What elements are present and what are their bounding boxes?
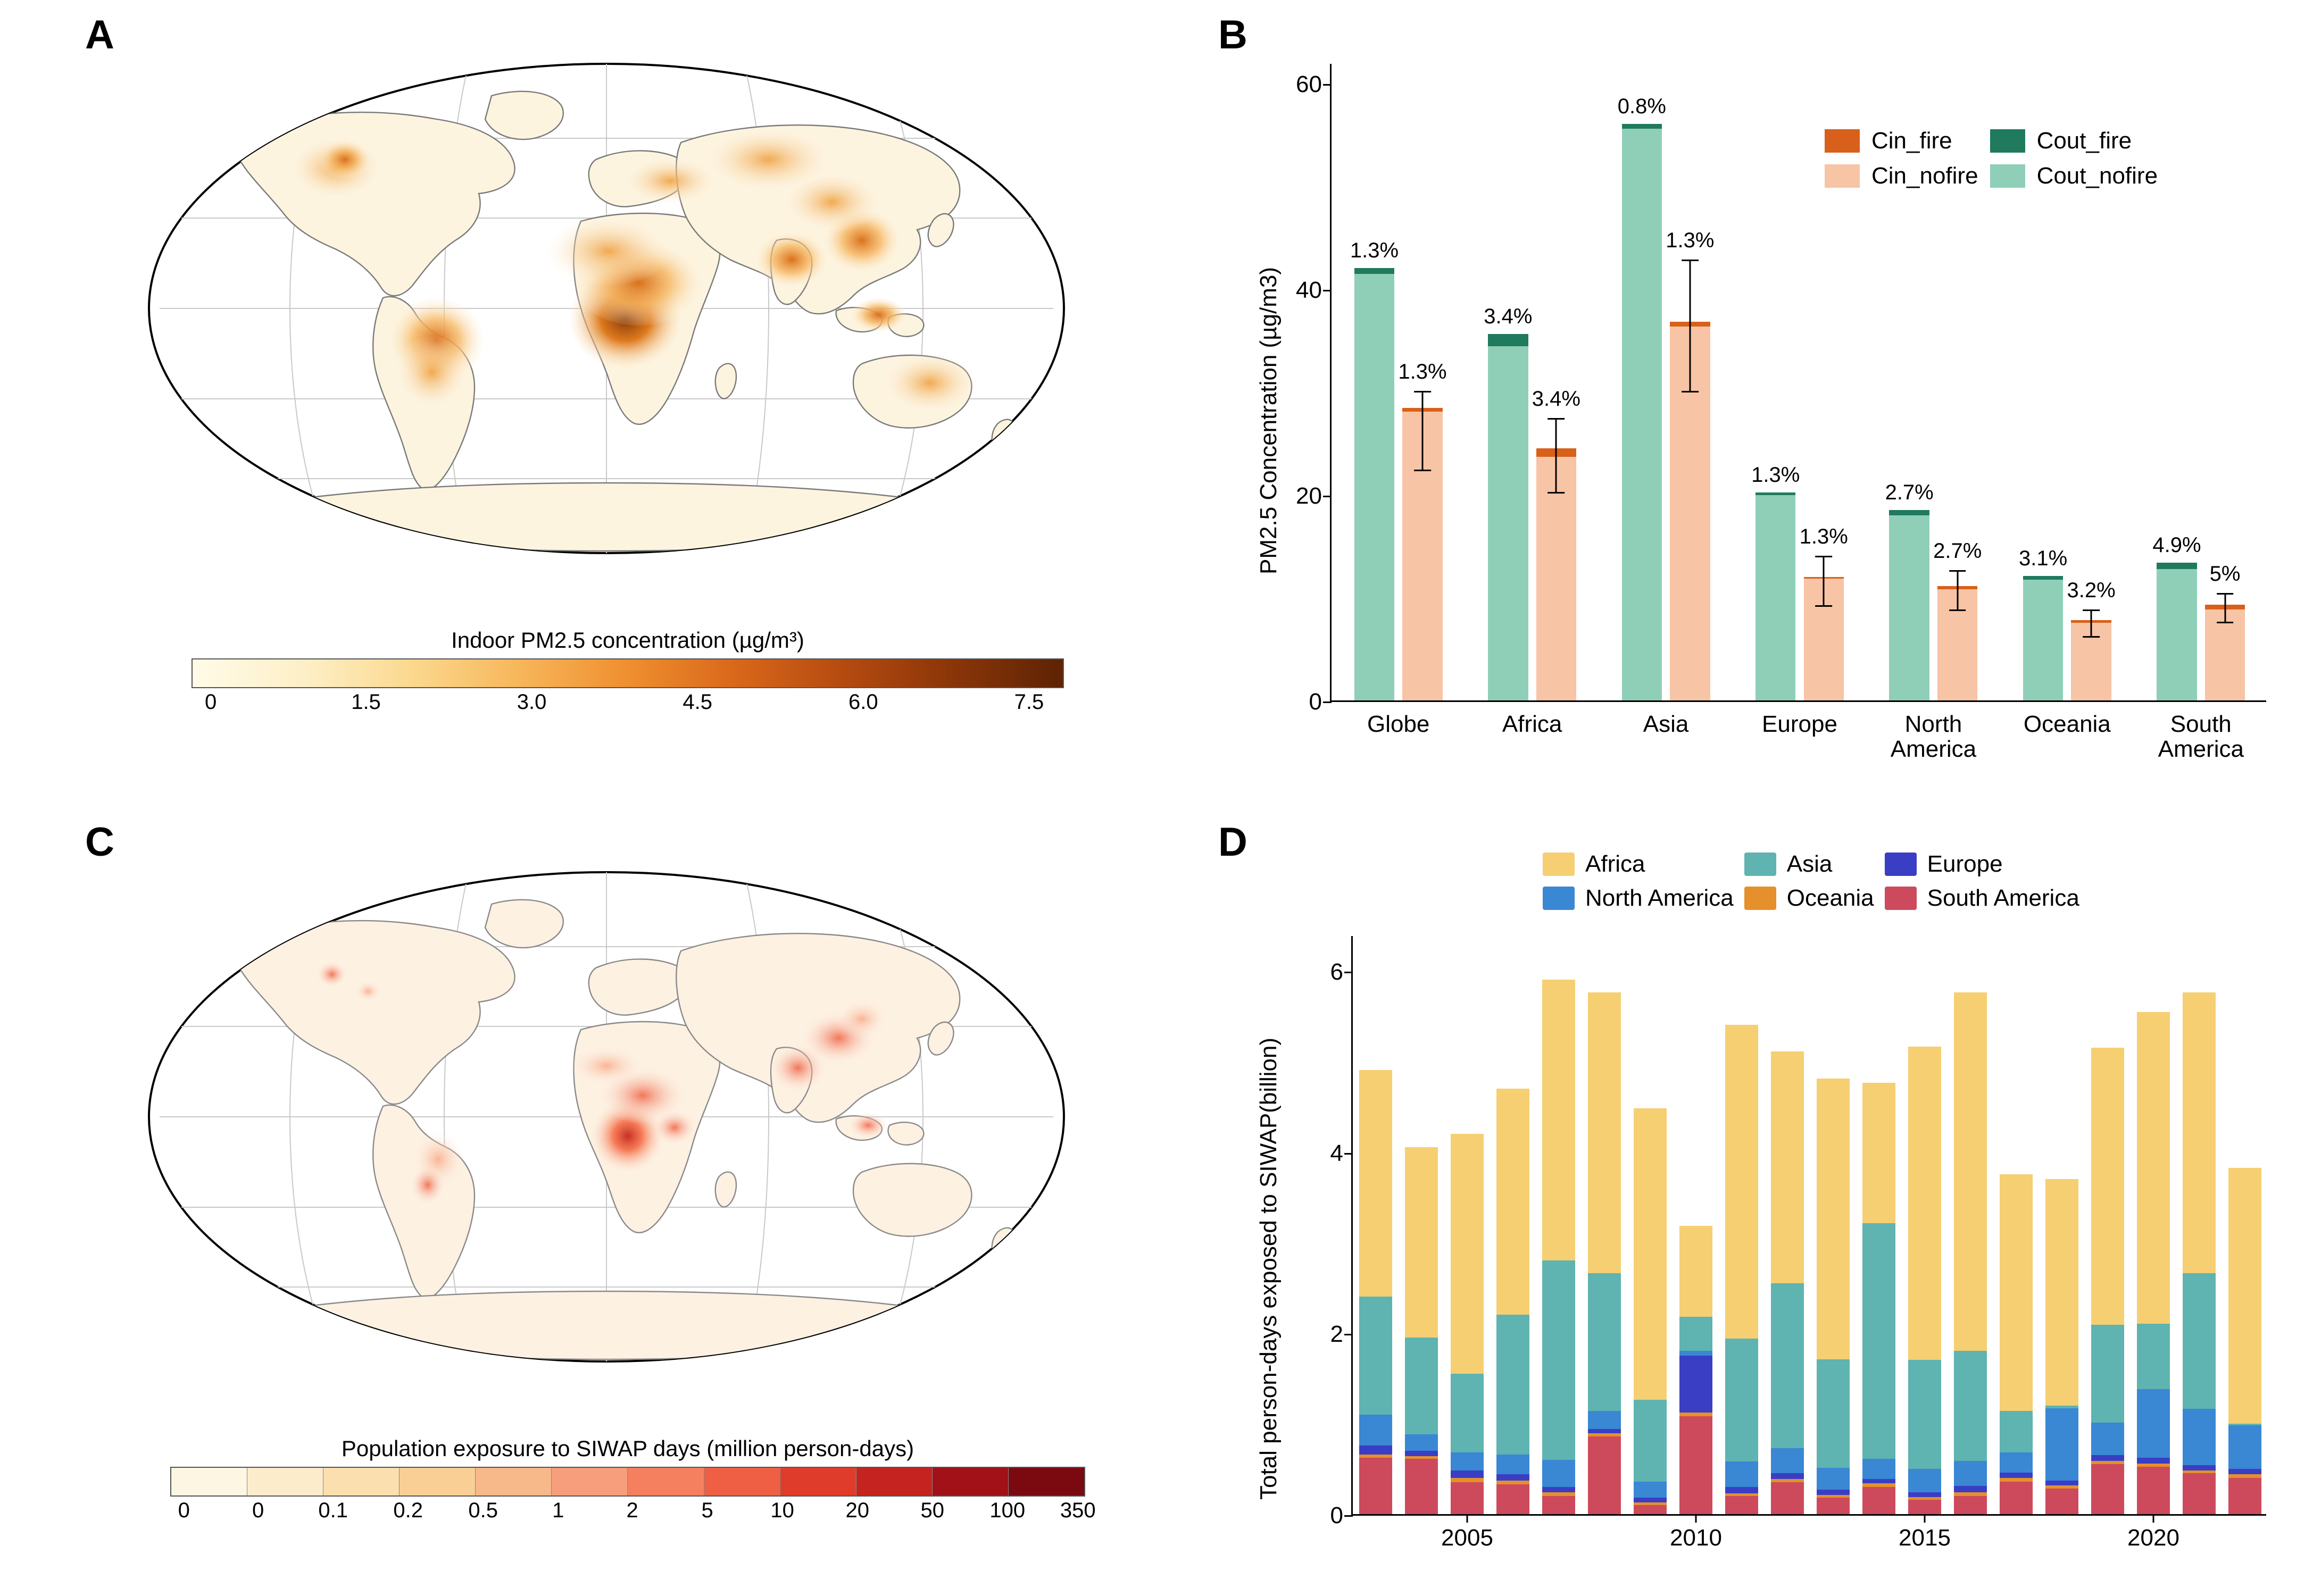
chart-d-bar-segment xyxy=(2045,1406,2078,1408)
chart-d-bar-segment xyxy=(1908,1497,1941,1500)
colorbar-c-tick: 1 xyxy=(552,1499,564,1522)
chart-d-bar xyxy=(1908,1047,1941,1514)
chart-d-bar-segment xyxy=(1496,1315,1529,1454)
chart-d-bar-segment xyxy=(1771,1473,1804,1478)
colorbar-c-tick: 0.5 xyxy=(468,1499,498,1522)
chart-b-errorbar-cap xyxy=(1682,260,1699,261)
chart-b-bar-outdoor-fire xyxy=(1889,510,1929,515)
chart-d-xtick: 2020 xyxy=(2127,1525,2179,1551)
chart-d-bar-segment xyxy=(2000,1411,2033,1452)
chart-d-bar xyxy=(1771,1051,1804,1514)
chart-d-bar-segment xyxy=(1725,1339,1758,1462)
chart-b-ytick-mark xyxy=(1323,290,1332,291)
chart-b-errorbar xyxy=(1957,570,1958,609)
chart-d-bar-segment xyxy=(1634,1108,1667,1400)
colorbar-c-tick: 5 xyxy=(701,1499,713,1522)
chart-b-errorbar-cap xyxy=(2083,636,2100,638)
chart-d-bar-segment xyxy=(1817,1468,1850,1490)
chart-d-bar-segment xyxy=(2228,1478,2261,1514)
chart-d-bar-segment xyxy=(1359,1070,1392,1297)
chart-d-bar-segment xyxy=(1634,1502,1667,1505)
chart-d-bar-segment xyxy=(1359,1415,1392,1445)
colorbar-c-tick: 0 xyxy=(178,1499,190,1522)
colorbar-c-tick: 2 xyxy=(626,1499,638,1522)
chart-b-xtick: Europe xyxy=(1762,711,1837,737)
chart-d-bar-segment xyxy=(1405,1338,1438,1434)
chart-d-plot xyxy=(1330,936,2266,1551)
chart-d-bar-segment xyxy=(1679,1317,1712,1351)
chart-d-bar-segment xyxy=(2137,1467,2170,1514)
chart-b-ytick: 20 xyxy=(1296,482,1322,509)
colorbar-a-tick: 4.5 xyxy=(683,690,712,714)
chart-b-errorbar-cap xyxy=(1548,492,1565,494)
chart-d-bar-segment xyxy=(1908,1360,1941,1468)
chart-b-bar-outdoor xyxy=(2023,576,2063,700)
chart-b-xtick: South America xyxy=(2158,711,2244,762)
chart-b-bar-outdoor-fire xyxy=(2023,576,2063,580)
chart-d-ytick-mark xyxy=(1344,1153,1353,1155)
chart-d-legend-label: Asia xyxy=(1786,851,1833,877)
chart-d-bar-segment xyxy=(2228,1474,2261,1478)
chart-b-bar-outdoor-fire xyxy=(1488,334,1528,346)
chart-b-bar-label: 2.7% xyxy=(1885,480,1934,504)
chart-d-bar-segment xyxy=(1954,1351,1987,1460)
map-indoor-pm25 xyxy=(117,32,1096,628)
chart-d-bar-segment xyxy=(2045,1179,2078,1406)
colorbar-c-tick: 10 xyxy=(770,1499,794,1522)
chart-d-bar-segment xyxy=(1634,1498,1667,1502)
chart-d-bar-segment xyxy=(1405,1456,1438,1459)
chart-b-legend-swatch xyxy=(1990,164,2025,188)
chart-d-bar-segment xyxy=(2228,1424,2261,1425)
chart-d-legend-swatch xyxy=(1885,887,1917,910)
chart-d-bar-segment xyxy=(2091,1464,2124,1514)
panel-label-b: B xyxy=(1218,12,1247,57)
chart-d-bar-segment xyxy=(1725,1025,1758,1338)
chart-d-legend-swatch xyxy=(1543,887,1575,910)
chart-d-bar-segment xyxy=(1954,992,1987,1351)
colorbar-c-tick: 0.2 xyxy=(393,1499,423,1522)
chart-d-bar-segment xyxy=(2228,1425,2261,1469)
chart-d-bar xyxy=(1451,1134,1484,1514)
chart-b-errorbar xyxy=(1555,418,1557,492)
chart-b-bar-outdoor-fire xyxy=(1755,492,1795,495)
chart-d-bar-segment xyxy=(2183,1473,2216,1514)
chart-b-errorbar-cap xyxy=(1815,556,1832,557)
chart-d-bar xyxy=(1634,1108,1667,1514)
chart-d-ytick: 2 xyxy=(1330,1321,1343,1348)
chart-d-xtick-mark xyxy=(1924,1514,1926,1523)
chart-d-bar-segment xyxy=(1359,1445,1392,1455)
chart-d-bar-segment xyxy=(1817,1498,1850,1514)
chart-d-bar-segment xyxy=(1451,1470,1484,1478)
chart-d-ytick-mark xyxy=(1344,1515,1353,1517)
chart-d-bar-segment xyxy=(2183,1465,2216,1470)
chart-d-bar xyxy=(2000,1174,2033,1514)
chart-d-legend-label: Oceania xyxy=(1786,885,1874,911)
chart-b-ytick: 60 xyxy=(1296,71,1322,97)
chart-d-xtick: 2005 xyxy=(1441,1525,1493,1551)
chart-b-errorbar xyxy=(1823,556,1825,605)
panel-label-d: D xyxy=(1218,820,1247,865)
chart-d-bar-segment xyxy=(1451,1452,1484,1470)
chart-d-bar-segment xyxy=(1405,1459,1438,1514)
chart-d-bar-segment xyxy=(2137,1012,2170,1324)
chart-d-ytick: 0 xyxy=(1330,1502,1343,1528)
chart-d-bar xyxy=(2183,992,2216,1514)
chart-b xyxy=(1224,32,2287,766)
chart-d-legend-label: Africa xyxy=(1585,851,1645,877)
chart-d-bar-segment xyxy=(1725,1487,1758,1493)
chart-d-bar-segment xyxy=(1954,1492,1987,1496)
chart-d-bar-segment xyxy=(1588,992,1621,1273)
chart-b-bar-label: 5% xyxy=(2209,562,2241,586)
chart-d-bar-segment xyxy=(1634,1400,1667,1481)
colorbar-c-tick: 50 xyxy=(920,1499,944,1522)
chart-b-errorbar-cap xyxy=(1414,391,1431,392)
chart-d-bar-segment xyxy=(2228,1469,2261,1474)
chart-d-bar-segment xyxy=(1862,1223,1895,1459)
chart-d-bar xyxy=(1496,1089,1529,1514)
colorbar-c-title: Population exposure to SIWAP days (million person-days) xyxy=(341,1436,914,1461)
chart-b-errorbar-cap xyxy=(1414,470,1431,471)
chart-d-bar-segment xyxy=(1908,1469,1941,1492)
colorbar-a-title: Indoor PM2.5 concentration (µg/m³) xyxy=(451,628,804,653)
chart-b-bar-label: 1.3% xyxy=(1350,239,1399,263)
chart-d-bar-segment xyxy=(2000,1473,2033,1478)
chart-b-errorbar-cap xyxy=(1949,609,1966,611)
colorbar-c-tick: 0 xyxy=(252,1499,264,1522)
chart-d-ytick-mark xyxy=(1344,1334,1353,1335)
chart-b-errorbar xyxy=(1421,391,1423,469)
chart-d-bar-segment xyxy=(1679,1413,1712,1416)
chart-d-bar-segment xyxy=(1771,1448,1804,1474)
chart-d-bar-segment xyxy=(1817,1490,1850,1495)
chart-b-xtick: Globe xyxy=(1367,711,1430,737)
chart-d-bar-segment xyxy=(1451,1478,1484,1483)
chart-d-bar xyxy=(2228,1168,2261,1514)
colorbar-a-tick: 7.5 xyxy=(1014,690,1044,714)
chart-d-bar-segment xyxy=(1359,1297,1392,1414)
chart-d-bar-segment xyxy=(1588,1433,1621,1436)
chart-b-bar-outdoor-fire xyxy=(2157,563,2196,570)
colorbar-c-tick: 20 xyxy=(845,1499,869,1522)
chart-d-legend-label: North America xyxy=(1585,885,1734,911)
chart-d xyxy=(1224,840,2287,1574)
chart-d-bar xyxy=(1542,980,1575,1514)
chart-b-bar-label: 1.3% xyxy=(1799,525,1848,549)
chart-b-bar-label: 1.3% xyxy=(1666,228,1715,252)
colorbar-c-tick: 0.1 xyxy=(318,1499,348,1522)
chart-d-bar-segment xyxy=(2091,1423,2124,1455)
chart-d-bar-segment xyxy=(1817,1359,1850,1468)
chart-d-bar-segment xyxy=(1496,1481,1529,1484)
chart-d-bar-segment xyxy=(1725,1493,1758,1496)
chart-d-bar-segment xyxy=(1405,1434,1438,1451)
chart-b-errorbar-cap xyxy=(2217,622,2234,623)
chart-d-bar-segment xyxy=(1908,1492,1941,1497)
chart-d-bar-segment xyxy=(1817,1495,1850,1498)
chart-b-legend-label: Cout_nofire xyxy=(2036,163,2158,189)
chart-d-bar-segment xyxy=(1771,1051,1804,1283)
chart-d-bar-segment xyxy=(1405,1451,1438,1456)
chart-d-bar-segment xyxy=(1771,1283,1804,1448)
chart-d-bar xyxy=(1359,1070,1392,1514)
chart-b-errorbar-cap xyxy=(2217,593,2234,595)
chart-b-errorbar xyxy=(2224,593,2226,622)
chart-d-bar-segment xyxy=(1817,1079,1850,1359)
chart-b-legend-label: Cin_fire xyxy=(1871,128,1952,154)
chart-d-bar-segment xyxy=(1451,1374,1484,1452)
chart-d-bar-segment xyxy=(2228,1168,2261,1423)
chart-d-bar xyxy=(2137,1012,2170,1514)
chart-b-bar-label: 3.1% xyxy=(2019,546,2068,570)
chart-d-bar-segment xyxy=(1679,1226,1712,1316)
chart-d-bar-segment xyxy=(2091,1048,2124,1325)
chart-d-bar xyxy=(1954,992,1987,1514)
chart-d-bar-segment xyxy=(1542,1260,1575,1460)
chart-b-bar-outdoor-fire xyxy=(1622,124,1662,129)
chart-d-bar-segment xyxy=(1588,1273,1621,1411)
colorbar-c-tick: 100 xyxy=(989,1499,1026,1522)
chart-d-bar-segment xyxy=(1679,1351,1712,1356)
chart-d-legend-swatch xyxy=(1744,887,1776,910)
chart-d-bar xyxy=(2091,1048,2124,1514)
chart-b-bar-outdoor xyxy=(1622,124,1662,700)
chart-d-bar xyxy=(2045,1179,2078,1514)
chart-d-ytick-mark xyxy=(1344,972,1353,973)
chart-d-bar-segment xyxy=(2000,1478,2033,1482)
chart-d-bar-segment xyxy=(1908,1500,1941,1514)
chart-d-legend-swatch xyxy=(1744,853,1776,876)
chart-b-errorbar xyxy=(1689,260,1691,391)
chart-b-xtick: Oceania xyxy=(2023,711,2111,737)
chart-d-bar-segment xyxy=(1359,1455,1392,1458)
chart-b-legend-swatch xyxy=(1825,129,1860,153)
chart-b-errorbar-cap xyxy=(1949,570,1966,572)
chart-d-bar-segment xyxy=(1862,1483,1895,1487)
chart-d-ytick: 6 xyxy=(1330,959,1343,985)
chart-d-bar-segment xyxy=(2091,1455,2124,1460)
chart-b-xtick: Africa xyxy=(1502,711,1562,737)
chart-b-ylabel: PM2.5 Concentration (µg/m3) xyxy=(1255,266,1282,574)
chart-d-xtick: 2010 xyxy=(1670,1525,1722,1551)
chart-b-ytick: 0 xyxy=(1309,689,1322,715)
panel-label-a: A xyxy=(85,12,114,57)
chart-d-bar-segment xyxy=(1496,1484,1529,1514)
chart-d-legend-label: South America xyxy=(1927,885,2079,911)
chart-b-bar-label: 3.4% xyxy=(1532,387,1580,411)
chart-d-bar-segment xyxy=(2000,1174,2033,1411)
map-a-svg xyxy=(117,32,1096,628)
chart-b-bar-outdoor xyxy=(1354,268,1394,700)
colorbar-c-ticks xyxy=(170,1497,1096,1522)
chart-b-legend-label: Cout_fire xyxy=(2036,128,2132,154)
chart-d-bar-segment xyxy=(2045,1408,2078,1481)
chart-d-bar-segment xyxy=(1542,1487,1575,1492)
chart-d-bar-segment xyxy=(2045,1485,2078,1489)
map-c-svg xyxy=(117,840,1096,1436)
chart-d-bar-segment xyxy=(1954,1486,1987,1492)
chart-d-ylabel: Total person-days exposed to SIWAP(billion) xyxy=(1255,1038,1282,1500)
chart-d-bar-segment xyxy=(1771,1479,1804,1483)
chart-d-bar-segment xyxy=(1588,1429,1621,1434)
chart-b-errorbar-cap xyxy=(1815,605,1832,607)
chart-b-bar-label: 3.2% xyxy=(2067,578,2116,602)
chart-b-bar-label: 3.4% xyxy=(1484,304,1533,328)
chart-d-xtick-mark xyxy=(2153,1514,2154,1523)
chart-d-bar-segment xyxy=(1451,1134,1484,1374)
chart-d-legend-swatch xyxy=(1543,853,1575,876)
chart-b-errorbar-cap xyxy=(1548,418,1565,420)
chart-b-xtick: Asia xyxy=(1643,711,1689,737)
chart-d-bar-segment xyxy=(2137,1458,2170,1463)
chart-b-bar-label: 0.8% xyxy=(1617,95,1666,119)
chart-d-bar-segment xyxy=(1496,1455,1529,1474)
chart-d-xtick-mark xyxy=(1695,1514,1697,1523)
colorbar-a-ticks xyxy=(192,688,1064,714)
panel-label-c: C xyxy=(85,820,114,865)
chart-d-xtick: 2015 xyxy=(1899,1525,1951,1551)
chart-d-ytick: 4 xyxy=(1330,1140,1343,1166)
map-population-exposure xyxy=(117,840,1096,1436)
chart-d-bar-segment xyxy=(2091,1461,2124,1465)
chart-d-bar-segment xyxy=(1496,1474,1529,1481)
chart-b-bar-outdoor-fire xyxy=(1354,268,1394,274)
chart-d-bar-segment xyxy=(1359,1458,1392,1514)
chart-b-bar-outdoor xyxy=(2157,563,2196,700)
chart-d-bar-segment xyxy=(1588,1411,1621,1429)
chart-b-bar-outdoor xyxy=(1889,510,1929,700)
chart-d-bar-segment xyxy=(1542,1460,1575,1487)
chart-d-bar-segment xyxy=(1679,1416,1712,1514)
chart-b-bar-label: 4.9% xyxy=(2152,533,2201,557)
colorbar-a-tick: 1.5 xyxy=(351,690,381,714)
chart-d-bar-segment xyxy=(2137,1464,2170,1467)
chart-d-bar-segment xyxy=(1405,1147,1438,1338)
chart-b-bar-outdoor xyxy=(1755,492,1795,700)
chart-d-bar-segment xyxy=(1679,1356,1712,1413)
chart-d-bar-segment xyxy=(2045,1489,2078,1514)
chart-d-bar-segment xyxy=(1771,1482,1804,1514)
chart-d-bar-segment xyxy=(1634,1505,1667,1514)
colorbar-c-gradient xyxy=(170,1467,1085,1497)
colorbar-a-gradient xyxy=(192,658,1064,688)
chart-b-bar-label: 1.3% xyxy=(1751,463,1800,487)
chart-d-bar-segment xyxy=(1496,1089,1529,1315)
chart-d-bar xyxy=(1405,1147,1438,1514)
chart-b-legend-label: Cin_nofire xyxy=(1871,163,1978,189)
chart-b-legend-swatch xyxy=(1825,164,1860,188)
chart-d-bar-segment xyxy=(2183,1273,2216,1409)
chart-b-ytick: 40 xyxy=(1296,277,1322,303)
chart-b-bar-label: 2.7% xyxy=(1933,539,1982,563)
chart-b-ytick-mark xyxy=(1323,84,1332,86)
colorbar-a-tick: 6.0 xyxy=(848,690,878,714)
chart-d-bar xyxy=(1817,1079,1850,1514)
chart-b-bar-outdoor xyxy=(1488,334,1528,700)
chart-d-bar-segment xyxy=(1542,980,1575,1260)
chart-b-bar-label: 1.3% xyxy=(1398,360,1447,384)
chart-d-bar-segment xyxy=(2183,1409,2216,1465)
chart-d-bar-segment xyxy=(1588,1436,1621,1514)
chart-d-bar-segment xyxy=(1954,1496,1987,1514)
chart-d-bar-segment xyxy=(1451,1482,1484,1514)
colorbar-c-tick: 350 xyxy=(1060,1499,1096,1522)
chart-d-bar-segment xyxy=(1862,1487,1895,1514)
chart-d-bar-segment xyxy=(2183,1470,2216,1473)
chart-d-bar-segment xyxy=(2183,992,2216,1273)
chart-d-bar xyxy=(1725,1025,1758,1514)
chart-d-bar xyxy=(1862,1083,1895,1514)
chart-d-bar-segment xyxy=(1862,1459,1895,1478)
chart-d-bar-segment xyxy=(1542,1492,1575,1496)
chart-d-bar-segment xyxy=(1908,1047,1941,1360)
chart-d-bar xyxy=(1588,992,1621,1514)
chart-d-bar-segment xyxy=(2137,1389,2170,1458)
chart-d-xtick-mark xyxy=(1467,1514,1468,1523)
chart-d-bar xyxy=(1679,1226,1712,1514)
chart-b-legend-swatch xyxy=(1990,129,2025,153)
chart-d-bar-segment xyxy=(1725,1496,1758,1514)
chart-d-legend xyxy=(1543,851,2079,912)
chart-d-bar-segment xyxy=(1862,1479,1895,1484)
chart-d-bar-segment xyxy=(1725,1461,1758,1487)
chart-d-bar-segment xyxy=(2000,1452,2033,1472)
chart-d-bar-segment xyxy=(2137,1324,2170,1389)
chart-d-bar-segment xyxy=(2045,1481,2078,1485)
colorbar-a xyxy=(192,628,1064,714)
chart-b-ytick-mark xyxy=(1323,496,1332,497)
chart-b-errorbar xyxy=(2091,609,2092,636)
chart-b-legend xyxy=(1825,128,2158,189)
chart-d-bar-segment xyxy=(2091,1325,2124,1423)
chart-b-errorbar-cap xyxy=(1682,391,1699,392)
colorbar-c xyxy=(170,1436,1096,1522)
chart-d-bar-segment xyxy=(1542,1496,1575,1514)
chart-d-bar-segment xyxy=(1634,1482,1667,1498)
colorbar-a-tick: 3.0 xyxy=(517,690,547,714)
chart-d-legend-label: Europe xyxy=(1927,851,2003,877)
chart-b-xtick: North America xyxy=(1890,711,1977,762)
chart-d-bar-segment xyxy=(2000,1482,2033,1514)
chart-b-errorbar-cap xyxy=(2083,609,2100,611)
chart-b-ytick-mark xyxy=(1323,701,1332,703)
chart-d-legend-swatch xyxy=(1885,853,1917,876)
colorbar-a-tick: 0 xyxy=(204,690,217,714)
chart-d-bar-segment xyxy=(1954,1461,1987,1486)
chart-d-bar-segment xyxy=(1862,1083,1895,1223)
